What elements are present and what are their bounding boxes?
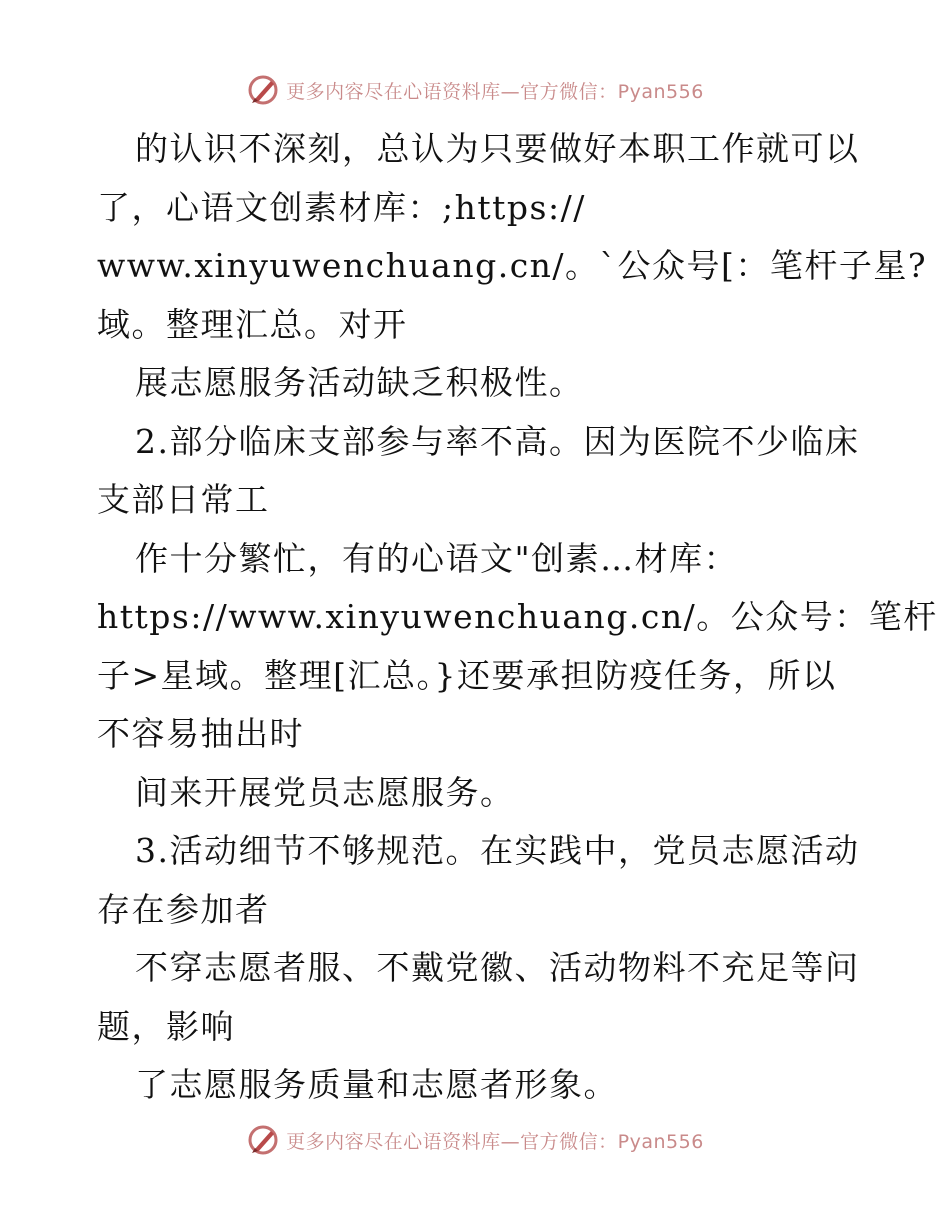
document-body: [97, 120, 938, 1115]
watermark-text: 更多内容尽在心语资料库—官方微信：Pyan556: [286, 1130, 704, 1153]
body-text-line: 3.活动细节不够规范。在实践中，党员志愿活动: [135, 831, 860, 870]
body-text-line: https://www.xinyuwenchuang.cn/。公众号：笔杆: [97, 597, 938, 636]
body-text-line: 子>星域。整理[汇总。}还要承担防疫任务，所以: [97, 655, 837, 695]
body-text-line: 题，影响: [97, 1006, 235, 1046]
watermark-text: 更多内容尽在心语资料库—官方微信：Pyan556: [286, 80, 704, 103]
body-text-line: 了志愿服务质量和志愿者形象。: [135, 1065, 618, 1104]
body-text-line: 间来开展党员志愿服务。: [135, 772, 515, 812]
body-text-line: 支部日常工: [97, 480, 270, 519]
body-text-line: 域。整理汇总。对开: [97, 304, 408, 344]
header-watermark: [0, 70, 950, 110]
body-text-line: www.xinyuwenchuang.cn/。`公众号[：笔杆子星?: [97, 246, 928, 285]
body-text-line: 展志愿服务活动缺乏积极性。: [135, 363, 584, 402]
body-text-line: 不穿志愿者服、不戴党徽、活动物料不充足等问: [135, 948, 860, 987]
body-text-line: 的认识不深刻，总认为只要做好本职工作就可以: [135, 129, 860, 168]
pen-seal-icon: [246, 73, 280, 107]
footer-watermark: [0, 1120, 950, 1160]
body-text-line: 了，心语文创素材库：;https://: [97, 187, 586, 227]
body-text-line: 存在参加者: [97, 889, 270, 929]
body-text-line: 作十分繁忙，有的心语文"创素…材库：: [135, 538, 739, 578]
pen-seal-icon: [246, 1123, 280, 1157]
body-text-line: 不容易抽出时: [97, 714, 304, 753]
body-text-line: 2.部分临床支部参与率不高。因为医院不少临床: [135, 421, 860, 461]
